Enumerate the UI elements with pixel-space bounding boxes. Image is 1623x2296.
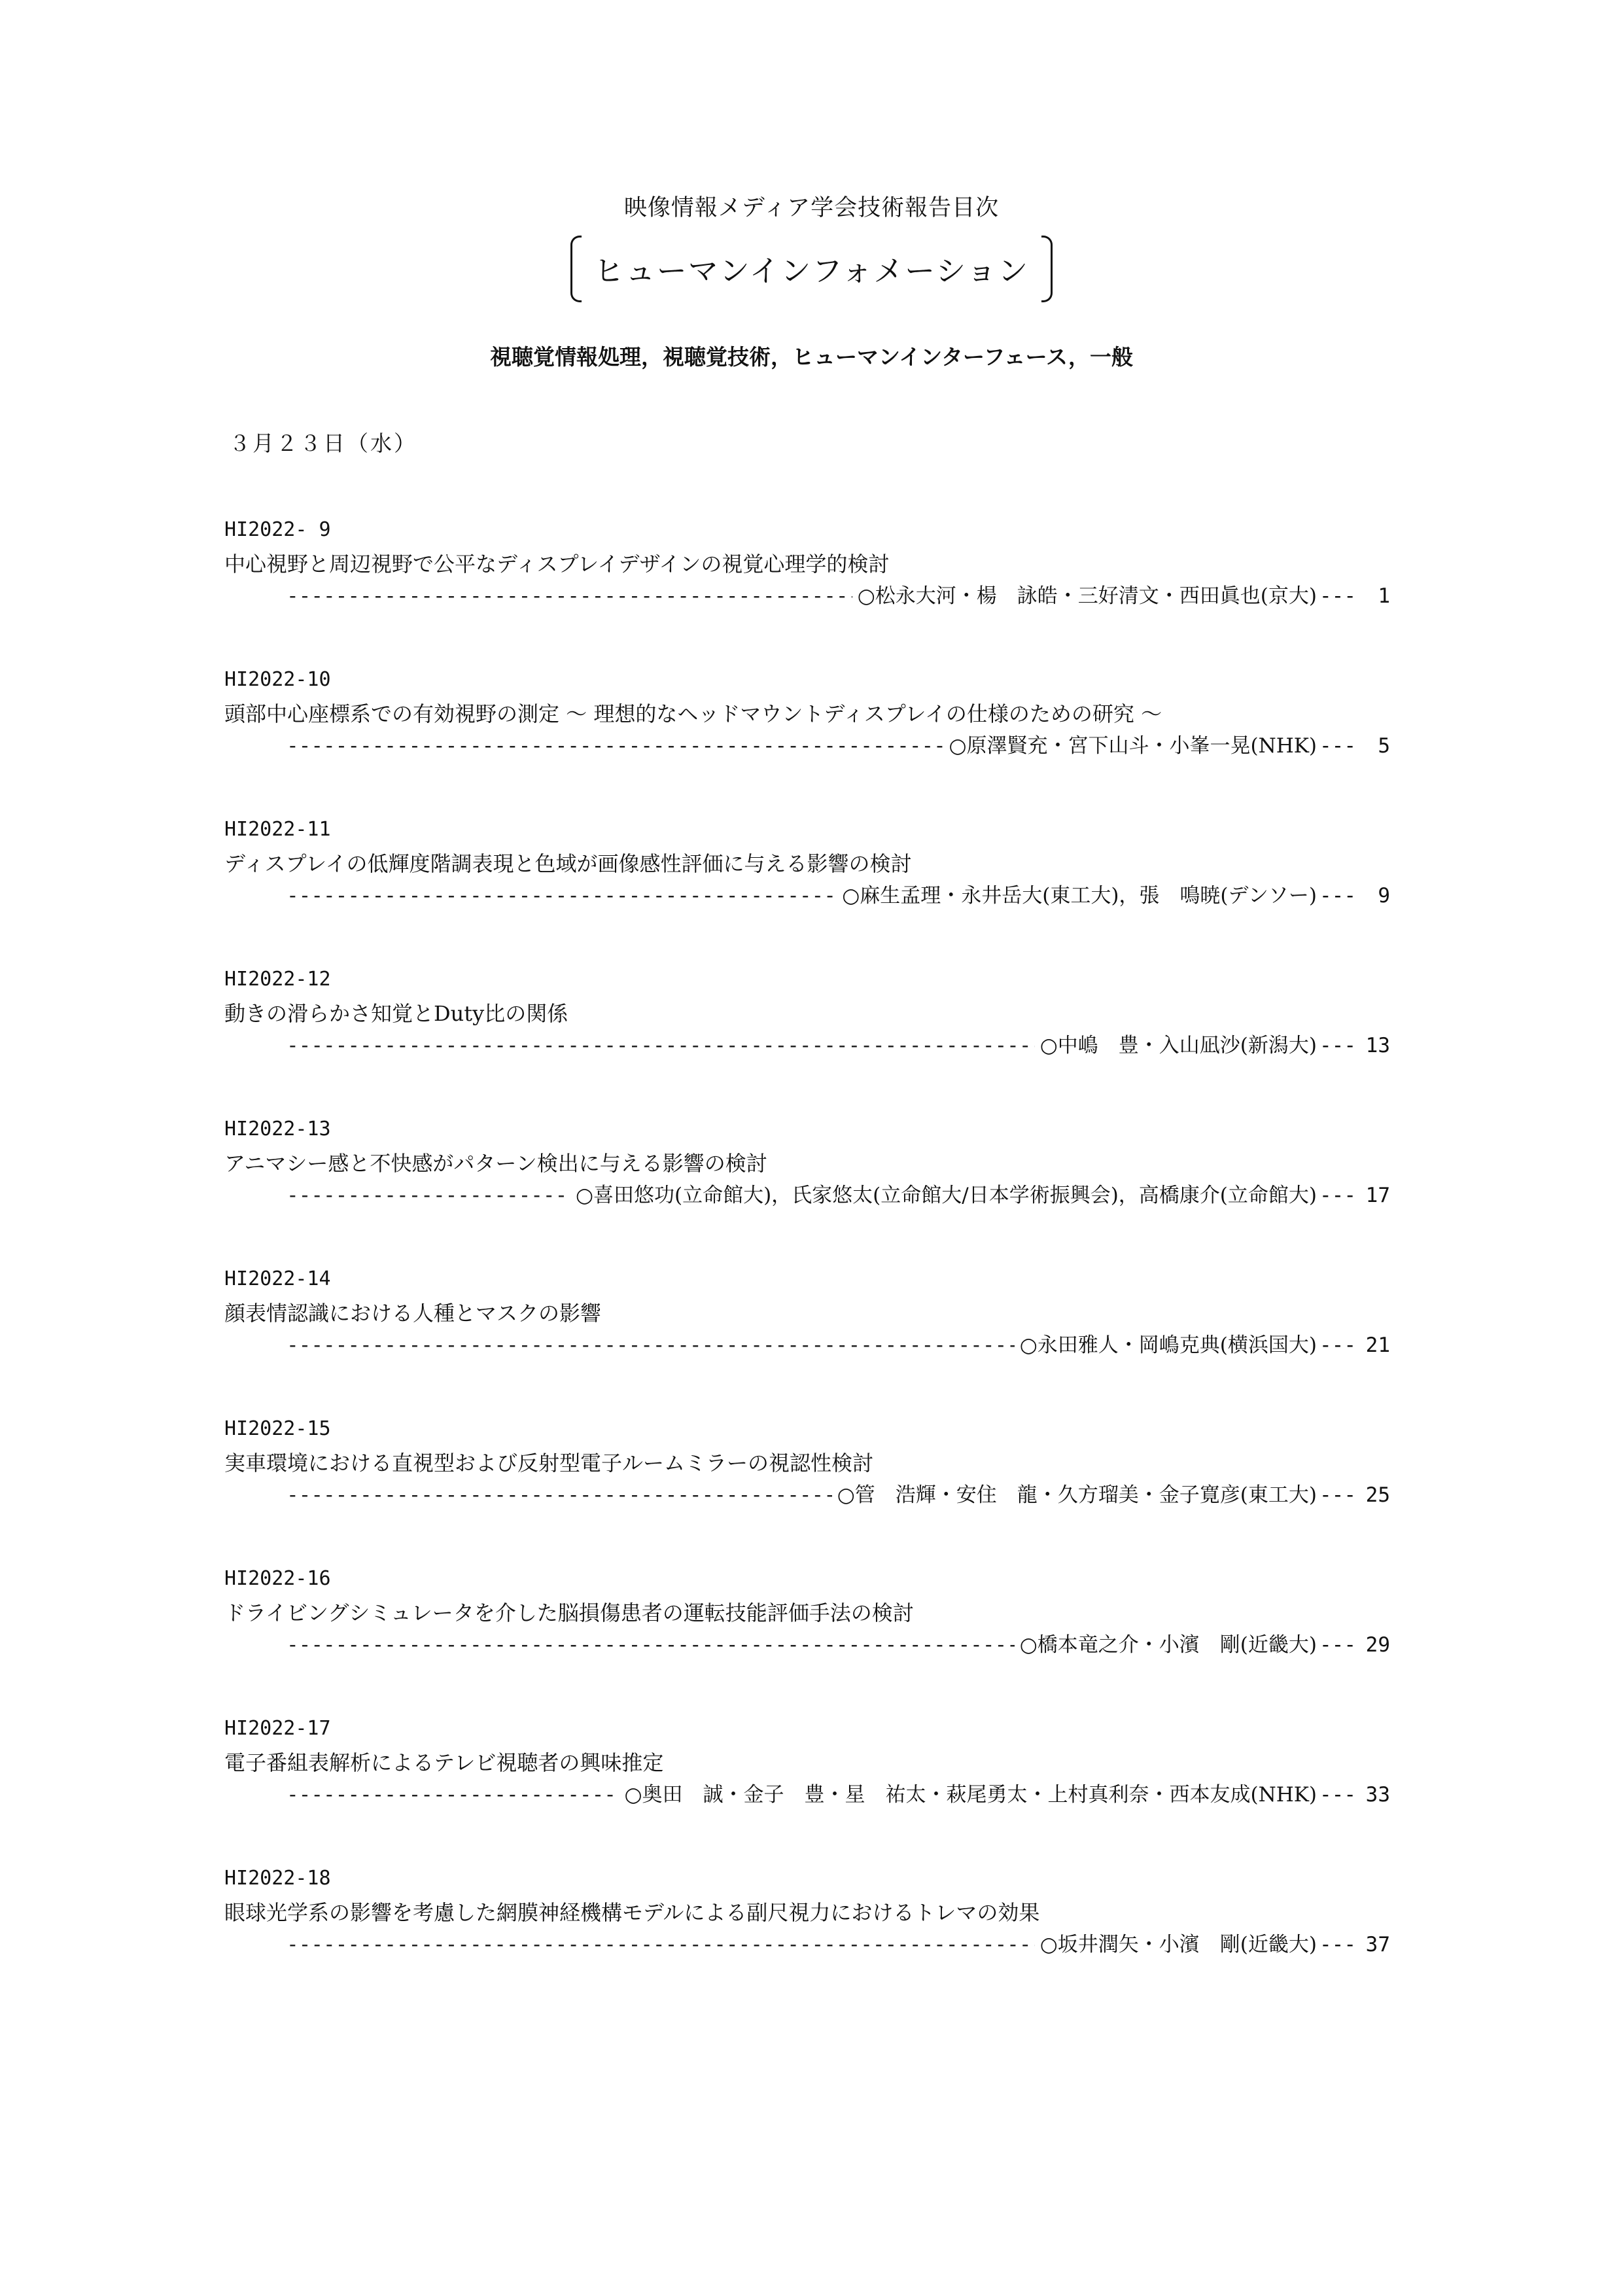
author-line — [287, 1328, 1390, 1358]
paper-authors: ○坂井潤矢・小濱 剛(近畿大) — [1039, 1933, 1317, 1956]
paper-authors: ○奥田 誠・金子 豊・星 祐太・萩尾勇太・上村真利奈・西本友成(NHK) — [624, 1783, 1317, 1807]
paper-id: HI2022- 9 — [224, 518, 331, 541]
session-date: ３月２３日（水） — [229, 431, 417, 456]
paper-title: 動きの滑らかさ知覚とDuty比の関係 — [224, 1001, 568, 1026]
toc-entries — [224, 518, 1390, 2017]
paper-authors: ○中嶋 豊・入山凪沙(新潟大) — [1039, 1034, 1317, 1057]
page-number: 17 — [1365, 1184, 1390, 1207]
paper-title: 電子番組表解析によるテレビ視聴者の興味推定 — [224, 1750, 664, 1775]
author-line — [287, 1928, 1390, 1957]
paper-id: HI2022-13 — [224, 1118, 331, 1140]
paper-id: HI2022-16 — [224, 1567, 331, 1590]
author-line — [287, 1628, 1390, 1657]
dash-leader — [287, 1933, 1035, 1956]
dash-leader — [287, 1483, 832, 1507]
series-heading — [0, 236, 1623, 302]
paper-title: ディスプレイの低輝度階調表現と色域が画像感性評価に与える影響の検討 — [224, 851, 912, 876]
paper-authors: ○喜田悠功(立命館大)，氏家悠太(立命館大/日本学術振興会)，高橋康介(立命館大) — [575, 1184, 1317, 1207]
dash-leader — [287, 584, 852, 608]
journal-title: 映像情報メディア学会技術報告目次 — [623, 195, 1000, 221]
right-bracket — [1041, 236, 1053, 302]
page-number: 37 — [1365, 1933, 1390, 1956]
author-line — [287, 729, 1390, 758]
paper-id: HI2022-17 — [224, 1717, 331, 1740]
paper-title: アニマシー感と不快感がパターン検出に与える影響の検討 — [224, 1151, 767, 1176]
paper-id: HI2022-10 — [224, 668, 331, 691]
paper-authors: ○松永大河・楊 詠皓・三好清文・西田眞也(京大) — [857, 584, 1317, 608]
author-line — [287, 1029, 1390, 1058]
toc-entry — [224, 1717, 1390, 1867]
trailing-dashes: --- — [1319, 734, 1356, 758]
paper-title: 頭部中心座標系での有効視野の測定 〜 理想的なヘッドマウントディスプレイの仕様のための研究 〜 — [224, 701, 1162, 726]
toc-entry — [224, 1417, 1390, 1567]
page-number: 33 — [1365, 1783, 1390, 1807]
paper-title: 眼球光学系の影響を考慮した網膜神経機構モデルによる副尺視力におけるトレマの効果 — [224, 1900, 1040, 1925]
paper-title: 中心視野と周辺視野で公平なディスプレイデザインの視覚心理学的検討 — [224, 552, 890, 576]
dash-leader — [287, 1333, 1015, 1357]
trailing-dashes: --- — [1319, 1933, 1356, 1956]
dash-leader — [287, 734, 943, 758]
trailing-dashes: --- — [1319, 1633, 1356, 1657]
left-bracket — [570, 236, 582, 302]
toc-entry — [224, 518, 1390, 668]
toc-entry — [224, 1567, 1390, 1717]
trailing-dashes: --- — [1319, 584, 1356, 608]
author-line — [287, 1478, 1390, 1508]
paper-id: HI2022-18 — [224, 1867, 331, 1890]
toc-entry — [224, 818, 1390, 968]
page-number: 29 — [1365, 1633, 1390, 1657]
toc-entry — [224, 968, 1390, 1118]
paper-id: HI2022-12 — [224, 968, 331, 991]
paper-authors: ○永田雅人・岡嶋克典(横浜国大) — [1019, 1333, 1317, 1357]
trailing-dashes: --- — [1319, 1783, 1356, 1807]
page-number: 9 — [1378, 884, 1390, 908]
trailing-dashes: --- — [1319, 1483, 1356, 1507]
toc-entry — [224, 1118, 1390, 1267]
trailing-dashes: --- — [1319, 1184, 1356, 1207]
page-number: 5 — [1378, 734, 1390, 758]
trailing-dashes: --- — [1319, 1034, 1356, 1057]
paper-id: HI2022-11 — [224, 818, 331, 841]
paper-title: ドライビングシミュレータを介した脳損傷患者の運転技能評価手法の検討 — [224, 1600, 914, 1625]
paper-authors: ○管 浩輝・安住 龍・久方瑠美・金子寛彦(東工大) — [837, 1483, 1317, 1507]
dash-leader — [287, 1034, 1035, 1057]
toc-entry — [224, 1267, 1390, 1417]
paper-authors: ○原澤賢充・宮下山斗・小峯一晃(NHK) — [949, 734, 1317, 758]
toc-entry — [224, 1867, 1390, 2017]
page-number: 21 — [1365, 1333, 1390, 1357]
series-box — [570, 236, 1053, 302]
dash-leader — [287, 1783, 619, 1807]
trailing-dashes: --- — [1319, 884, 1356, 908]
paper-id: HI2022-15 — [224, 1417, 331, 1440]
paper-authors: ○麻生孟理・永井岳大(東工大)，張 鳴暁(デンソー) — [842, 884, 1317, 908]
paper-authors: ○橋本竜之介・小濱 剛(近畿大) — [1019, 1633, 1317, 1657]
series-title: ヒューマンインフォメーション — [593, 253, 1030, 289]
author-line — [287, 1778, 1390, 1807]
trailing-dashes: --- — [1319, 1333, 1356, 1357]
session-subtitle: 視聴覚情報処理，視聴覚技術，ヒューマンインターフェース，一般 — [489, 344, 1134, 370]
page-number: 1 — [1378, 584, 1390, 608]
dash-leader — [287, 884, 837, 908]
author-line — [287, 1178, 1390, 1208]
dash-leader — [287, 1184, 570, 1207]
paper-title: 実車環境における直視型および反射型電子ルームミラーの視認性検討 — [224, 1451, 874, 1475]
page-number: 25 — [1365, 1483, 1390, 1507]
author-line — [287, 579, 1390, 609]
paper-title: 顔表情認識における人種とマスクの影響 — [224, 1301, 602, 1326]
dash-leader — [287, 1633, 1015, 1657]
author-line — [287, 879, 1390, 908]
paper-id: HI2022-14 — [224, 1267, 331, 1290]
page-number: 13 — [1365, 1034, 1390, 1057]
toc-entry — [224, 668, 1390, 818]
